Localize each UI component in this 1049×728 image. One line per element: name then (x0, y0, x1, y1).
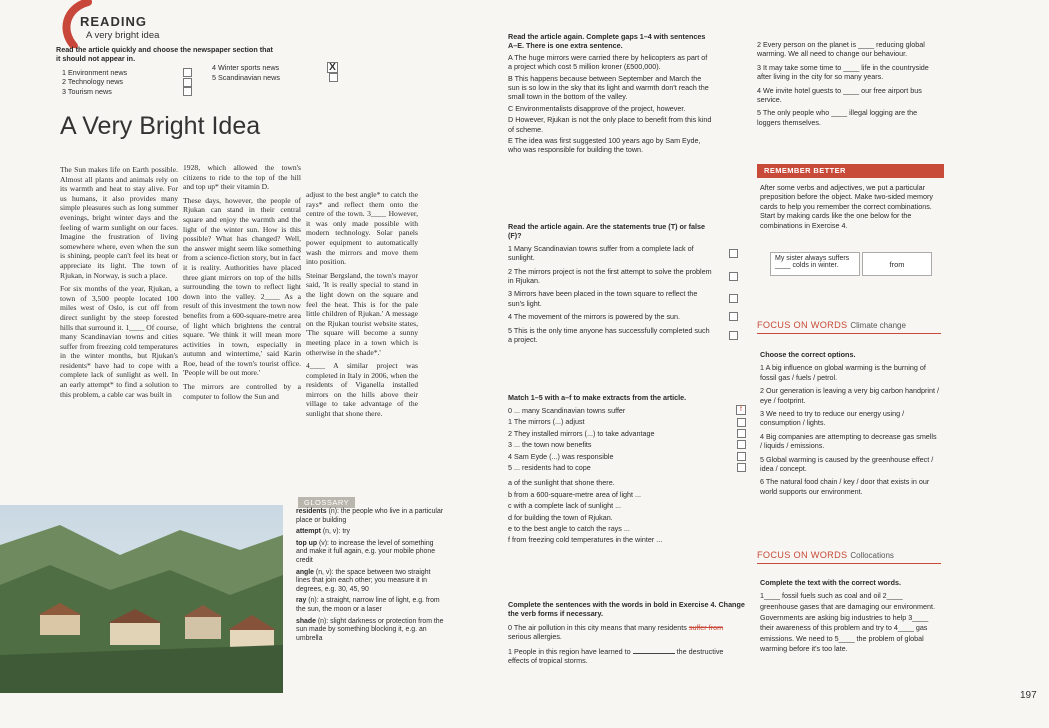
glossary-entry: top up (v): to increase the level of something and make it full again, e.g. your mobile phone credit (296, 539, 436, 564)
ex1-checkbox[interactable] (183, 87, 192, 96)
memory-card-front: My sister always suffers ____ colds in winter. (770, 252, 860, 276)
ex1-options-right: 4 Winter sports news X 5 Scandinavian news (212, 62, 338, 82)
remember-better-text: After some verbs and adjectives, we put a particular preposition before the object. Make two-sided memory cards to help you remember the correct combinations. Start by making cards like the one below for the combinations in Exercise 4. (760, 183, 933, 230)
ex2-sentence: A The huge mirrors were carried there by helicopters as part of a project which cost 5 million kroner (£500,000). (508, 52, 708, 72)
ex3-answer-box[interactable] (729, 249, 738, 258)
ex3-answer-box[interactable] (729, 331, 738, 340)
ex6-item[interactable]: 1 A big influence on global warming is the burning of fossil gas / fuels / petrol. (760, 363, 926, 382)
ex2-sentence: B This happens because between September and March the sun is so low in the sky that its light and warmth don't reach the small town in the bottom of the valley. (508, 73, 709, 102)
divider (757, 333, 941, 334)
ex4-answer-box[interactable] (737, 429, 746, 438)
ex4-answer-box[interactable] (737, 463, 746, 472)
article-column-2 (183, 163, 301, 405)
ex3-instruction: Read the article again. Are the statements true (T) or false (F)? (508, 222, 706, 241)
ex5-item: 1 People in this region have learned to the destructive effects of tropical storms. (508, 646, 724, 666)
ex4-right-item: d for building the town of Rjukan. (508, 512, 613, 522)
ex6-item[interactable]: 4 Big companies are attempting to decrease gas smells / liquids / emissions. (760, 431, 937, 451)
ex5-instruction: Complete the sentences with the words in bold in Exercise 4. Change the verb forms if necessary. (508, 600, 745, 619)
ex5-item: 2 Every person on the planet is ____ reducing global warming. We all need to change our behaviour. (757, 40, 925, 59)
ex1-checkbox[interactable] (183, 78, 192, 87)
ex3-statement: 2 The mirrors project is not the first attempt to solve the problem in Rjukan. (508, 266, 712, 286)
ex7 (760, 578, 942, 655)
ex6-item[interactable]: 2 Our generation is leaving a very big carbon handprint / eye / footprint. (760, 386, 939, 405)
ex4-answer-box[interactable] (737, 418, 746, 427)
focus-on-words-climate: FOCUS ON WORDS Climate change (757, 320, 906, 330)
article-paragraph: The Sun makes life on Earth possible. Almost all plants and animals rely on its warmth and heat to stay alive. For us humans, it also provides many simple pleasures such as long summer evenings, bright winter days and the feeling of warm sunlight on our faces. Imagine the frustration of living somewhere where, even when the sun is shining, people can't feel its heat or appreciate its light. The town of Rjukan, in Norway, is such a place. (60, 165, 178, 280)
ex6-instruction: Choose the correct options. (760, 350, 856, 359)
ex2-instruction: Read the article again. Complete gaps 1–4 with sentences A–E. There is one extra sentence. (508, 32, 706, 51)
ex1-checkbox[interactable] (183, 68, 192, 77)
ex3-answer-box[interactable] (729, 312, 738, 321)
ex5-item: 4 We invite hotel guests to ____ our free airport bus service. (757, 85, 922, 105)
ex4-left-item: 2 They installed mirrors (...) to take advantage (508, 428, 655, 438)
ex2 (508, 32, 713, 155)
ex4-left-item: 3 ... the town now benefits (508, 440, 592, 450)
article-column-1 (60, 165, 178, 403)
ex7-instruction: Complete the text with the correct words. (760, 578, 901, 587)
glossary-entry: angle (n, v): the space between two straight lines that join each other; you measure it in degrees, e.g. 30, 45, 90 (296, 568, 431, 593)
ex4-right-item: b from a 600-square-metre area of light ... (508, 489, 642, 499)
ex2-sentence: C Environmentalists disapprove of the project, however. (508, 103, 686, 113)
ex3-statement: 4 The movement of the mirrors is powered by the sun. (508, 312, 681, 322)
article-paragraph: Steinar Bergsland, the town's mayor said, 'It is really special to stand in the light down on the square and feel the heat. This is for the pale little children of Rjukan.' A message on the Rjukan tourist website states, 'The square will become a sunny meeting place in a town which is otherwise in the shade*.' (306, 270, 418, 357)
ex5-item: 3 It may take some time to ____ life in the countryside after living in the city for so many years. (757, 62, 929, 82)
ex4-answer-box[interactable]: f (736, 405, 746, 415)
glossary-entry: attempt (n, v): try (296, 528, 350, 536)
ex4-left-item: 4 Sam Eyde (...) was responsible (508, 451, 614, 461)
ex3-statement: 5 This is the only time anyone has successfully completed such a project. (508, 325, 710, 345)
ex1-checkbox[interactable]: X (327, 62, 338, 73)
section-heading: READING (80, 14, 147, 29)
ex5-item: 0 The air pollution in this city means that many residents suffer from serious allergies. (508, 622, 724, 642)
ex3-statement: 3 Mirrors have been placed in the town square to reflect the sun's light. (508, 289, 698, 308)
glossary-entry: residents (n): the people who live in a particular place or building (296, 508, 444, 524)
page-number: 197 (1020, 690, 1037, 701)
glossary-entry: shade (n): slight darkness or protection from the sun made by something blocking it, e.g. an umbrella (296, 617, 444, 642)
glossary-entry: ray (n): a straight, narrow line of light, e.g. from the sun, the moon or a laser (296, 597, 440, 613)
ex4-left-item: 5 ... residents had to cope (508, 463, 591, 473)
ex6-item[interactable]: 3 We need to try to reduce our energy using / consumption / lights. (760, 409, 905, 428)
ex1-checkbox[interactable] (329, 73, 338, 82)
glossary-heading: GLOSSARY (298, 497, 355, 508)
glossary (296, 508, 444, 643)
ex4-right-item: a of the sunlight that shone there. (508, 478, 615, 488)
ex6 (760, 350, 940, 496)
ex5 (508, 600, 746, 665)
ex4-right-item: f from freezing cold temperatures in the winter ... (508, 535, 663, 545)
ex1-instruction: Read the article quickly and choose the newspaper section that it should not appear in. (56, 45, 273, 64)
ex4-instruction: Match 1–5 with a–f to make extracts from the article. (508, 393, 687, 402)
focus-on-words-collocations: FOCUS ON WORDS Collocations (757, 550, 894, 560)
article-paragraph: adjust to the best angle* to catch the rays* and reflect them onto the centre of the town. 3____ However, it was only made possible with modern technology. Solar panels power equipment to automatically wash the mirrors and move them into position. (306, 190, 418, 267)
article-paragraph: For six months of the year, Rjukan, a town of 3,500 people located 100 miles west of Oslo, is cut off from direct sunlight by the steep forested hills that surround it. 1____ Of course, many Scandinavian towns and cities suffer from freezing cold temperatures in the winter months, but Rjukan's residents* have had to cope with a complete lack of sunlight as well. In an early attempt* to find a solution to this problem, a cable car was built in (60, 284, 178, 399)
divider (757, 563, 941, 564)
section-subtitle: A very bright idea (86, 30, 160, 41)
ex4 (508, 393, 746, 545)
remember-better-heading: REMEMBER BETTER (757, 164, 944, 178)
ex6-item[interactable]: 5 Global warming is caused by the greenhouse effect / idea / concept. (760, 454, 934, 474)
ex6-item[interactable]: 6 The natural food chain / key / door that exists in our world supports our environment. (760, 477, 930, 496)
article-column-3 (306, 190, 418, 423)
ex4-answer-box[interactable] (737, 452, 746, 461)
ex3 (508, 222, 738, 344)
ex4-right-item: e to the best angle to catch the rays ... (508, 524, 630, 534)
article-paragraph: 1928, which allowed the town's citizens to ride to the top of the hill and top up* their vitamin D. (183, 163, 301, 192)
ex3-statement: 1 Many Scandinavian towns suffer from a complete lack of sunlight. (508, 243, 694, 263)
ex5-continued (757, 40, 937, 127)
ex7-text[interactable]: 1____ fossil fuels such as coal and oil 2____ greenhouse gases that are damaging our environment. Governments are asking big industries to help 3____ their awareness of this problem and try to 4____ gas emissions. We need to 5____ the problem of global warming before it's too late. (760, 591, 936, 654)
article-paragraph: 4____ A similar project was completed in Italy in 2006, when the residents of Viganella installed mirrors on the hills above their village to take advantage of the sunlight that shone there. (306, 361, 418, 419)
article-paragraph: The mirrors are controlled by a computer to follow the Sun and (183, 382, 301, 401)
memory-card-back: from (862, 252, 932, 276)
ex4-answer-box[interactable] (737, 440, 746, 449)
ex4-right-item: c with a complete lack of sunlight ... (508, 501, 622, 511)
article-title: A Very Bright Idea (60, 112, 261, 140)
ex4-left-item: 1 The mirrors (...) adjust (508, 417, 585, 427)
rjukan-town-photo (0, 505, 283, 693)
ex3-answer-box[interactable] (729, 294, 738, 303)
ex5-example-answer: suffer from (688, 622, 724, 632)
ex1-options-left: 1 Environment news 2 Technology news 3 Tourism news (62, 68, 192, 96)
ex5-answer-gap[interactable] (633, 646, 675, 654)
ex5-item: 5 The only people who ____ illegal logging are the loggers themselves. (757, 108, 918, 127)
ex2-sentence: E The idea was first suggested 100 years ago by Sam Eyde, who was responsible for building the town. (508, 136, 701, 155)
ex3-answer-box[interactable] (729, 272, 738, 281)
ex4-left-item: 0 ... many Scandinavian towns suffer (508, 405, 626, 415)
ex2-sentence: D However, Rjukan is not the only place to benefit from this kind of scheme. (508, 115, 712, 134)
article-paragraph: These days, however, the people of Rjukan can stand in their central square and enjoy the warmth and the light of the winter sun. How is this possible? What has changed? Well, the answer might seem like something from a science-fiction story, but in fact it is reality. Authorities have placed three giant mirrors on top of the hills surrounding the town to reflect light down into the valley. 2____ As a result of this investment the town now benefits from a 600-square-metre area of light which brightens the central square. 'We think it will mean more activities in town, especially in autumn and wintertime,' said Karin Roe, head of the town's tourist office. 'People will be out more.' (183, 195, 301, 378)
